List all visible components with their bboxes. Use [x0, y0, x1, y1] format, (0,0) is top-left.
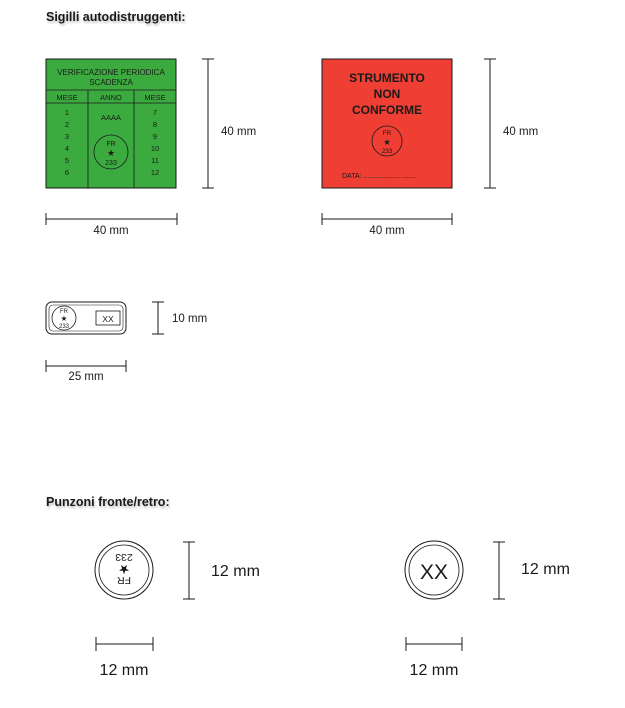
punch-back-code: XX — [419, 561, 449, 584]
month-cell: 3 — [64, 132, 70, 141]
punch-front-bottom-text: 233 — [115, 551, 133, 563]
red-seal-height-label: 40 mm — [503, 126, 539, 138]
stamp-top-text: FR — [382, 130, 392, 137]
punch-back-height-label: 12 mm — [521, 561, 570, 578]
seals-section-title: Sigilli autodistruggenti: — [46, 10, 186, 24]
small-seal — [46, 302, 126, 334]
stamp-bottom-text: 233 — [381, 148, 393, 155]
month-cell: 6 — [64, 168, 70, 177]
green-seal-col-month-left: MESE — [56, 93, 78, 102]
punch-front-height-dimension — [183, 542, 195, 599]
green-seal-col-year: ANNO — [100, 93, 122, 102]
red-seal-line3: CONFORME — [352, 103, 422, 117]
punch-front-height-label: 12 mm — [211, 563, 260, 580]
green-seal-height-label: 40 mm — [221, 126, 257, 138]
punch-front-top-text: FR — [117, 574, 131, 586]
month-cell: 2 — [64, 120, 70, 129]
month-cell: 8 — [152, 120, 158, 129]
small-seal-height-label: 10 mm — [172, 313, 208, 325]
month-cell: 1 — [64, 108, 70, 117]
month-cell: 10 — [150, 144, 160, 153]
green-seal-year-value: AAAA — [100, 113, 122, 122]
punch-front-width-label: 12 mm — [99, 662, 149, 679]
red-seal-height-dimension — [484, 59, 496, 188]
red-seal-line2: NON — [373, 87, 401, 101]
green-seal-header-line1: VERIFICAZIONE PERIODICA — [57, 68, 165, 77]
punch-back-height-dimension — [493, 542, 505, 599]
punches-section-title: Punzoni fronte/retro: — [46, 495, 170, 509]
month-cell: 4 — [64, 144, 70, 153]
star-icon: ★ — [118, 562, 130, 577]
stamp-top-text: FR — [106, 141, 116, 148]
month-cell: 9 — [152, 132, 158, 141]
star-icon: ★ — [383, 137, 391, 147]
green-seal-header-line2: SCADENZA — [89, 78, 133, 87]
red-seal — [322, 59, 452, 188]
month-cell: 7 — [152, 108, 158, 117]
punch-back-width-label: 12 mm — [409, 662, 459, 679]
green-seal-width-dimension — [46, 213, 177, 225]
red-seal-width-label: 40 mm — [369, 225, 405, 237]
green-seal — [46, 59, 176, 188]
punch-front — [95, 541, 153, 599]
punch-back-width-dimension — [406, 637, 462, 651]
green-seal-col-month-right: MESE — [144, 93, 166, 102]
small-seal-height-dimension — [152, 302, 164, 334]
green-seal-height-dimension — [202, 59, 214, 188]
stamp-top-text: FR — [60, 309, 68, 315]
star-icon: ★ — [60, 314, 68, 323]
punch-back — [405, 541, 463, 599]
star-icon: ★ — [106, 148, 116, 158]
month-cell: 11 — [151, 156, 159, 165]
red-seal-width-dimension — [322, 213, 452, 225]
small-seal-code: XX — [102, 314, 114, 324]
red-seal-date-label: DATA: ........................... — [342, 173, 417, 180]
month-cell: 5 — [64, 156, 70, 165]
small-seal-width-label: 25 mm — [68, 371, 104, 383]
stamp-bottom-text: 233 — [105, 160, 117, 167]
red-seal-line1: STRUMENTO — [349, 71, 425, 85]
month-cell: 12 — [150, 168, 160, 177]
punch-front-width-dimension — [96, 637, 153, 651]
stamp-bottom-text: 233 — [58, 324, 70, 330]
green-seal-width-label: 40 mm — [93, 225, 129, 237]
